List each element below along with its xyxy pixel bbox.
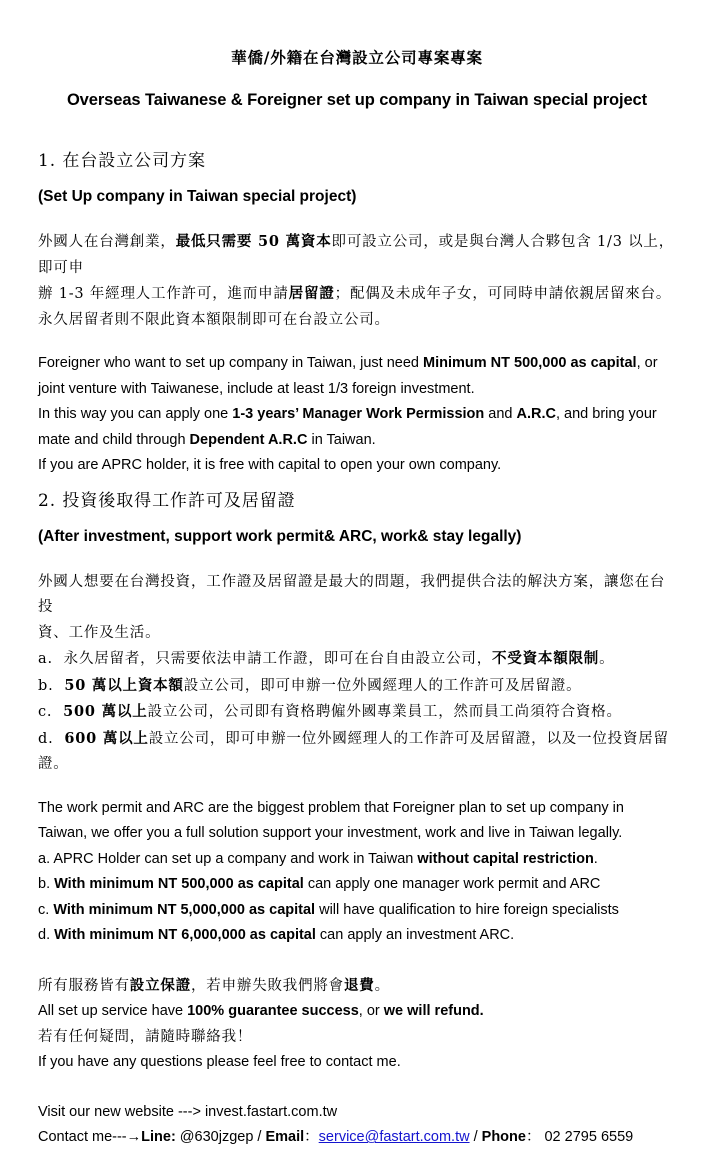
paragraph-line: The work permit and ARC are the biggest problem that Foreigner plan to set up company in bbox=[38, 799, 624, 816]
document-title-english: Overseas Taiwanese & Foreigner set up company in Taiwan special project bbox=[66, 91, 648, 110]
paragraph-line: Foreigner who want to set up company in Taiwan, just need Minimum NT 500,000 as capital, or bbox=[38, 355, 658, 372]
paragraph-line: 辦 1-3 年經理人工作許可，進而申請居留證；配偶及未成年子女，可同時申請依親居留來台。 bbox=[38, 285, 672, 303]
paragraph-line: 永久居留者則不限此資本額限制即可在台設立公司。 bbox=[38, 311, 390, 328]
line-label: Line: bbox=[141, 1129, 176, 1146]
section-2-english-block bbox=[38, 796, 676, 949]
section-1-chinese-paragraph bbox=[38, 229, 676, 333]
guarantee-english-line-1: All set up service have 100% guarantee success, or we will refund. bbox=[38, 1003, 484, 1020]
separator: / bbox=[469, 1129, 482, 1146]
section-2-chinese-list bbox=[38, 646, 676, 778]
contact-details-line bbox=[38, 1125, 676, 1151]
paragraph-line: mate and child through Dependent A.R.C in Taiwan. bbox=[38, 431, 376, 448]
paragraph-line: If you are APRC holder, it is free with capital to open your own company. bbox=[38, 457, 502, 474]
email-link[interactable]: service@fastart.com.tw bbox=[318, 1129, 470, 1146]
guarantee-chinese-line-1: 所有服務皆有設立保證，若申辦失敗我們將會退費。 bbox=[38, 976, 390, 994]
section-1-heading-english: (Set Up company in Taiwan special project) bbox=[38, 187, 357, 205]
contact-prefix: Contact me--- bbox=[38, 1129, 127, 1146]
line-id: @630jzgep / bbox=[175, 1129, 266, 1146]
arrow-right-icon: → bbox=[126, 1129, 142, 1146]
list-item: a. 永久居留者，只需要依法申請工作證，即可在台自由設立公司，不受資本額限制。 bbox=[38, 650, 615, 668]
document-title-chinese: 華僑/外籍在台灣設立公司專案專案 bbox=[231, 48, 483, 67]
paragraph-line: Taiwan, we offer you a full solution support your investment, work and live in Taiwan legally. bbox=[38, 825, 623, 842]
phone-label: Phone bbox=[481, 1129, 526, 1146]
paragraph-line: 外國人在台灣創業，最低只需要 50 萬資本即可設立公司，或是與台灣人合夥包含 1/3 以上，即可申 bbox=[38, 233, 675, 276]
list-item: d. 600 萬以上設立公司，即可申辦一位外國經理人的工作許可及居留證，以及一位投資居留證。 bbox=[38, 729, 669, 773]
guarantee-block bbox=[38, 973, 676, 1076]
website-line bbox=[38, 1100, 676, 1126]
list-item: c. 500 萬以上設立公司，公司即有資格聘僱外國專業員工，然而員工尚須符合資格。 bbox=[38, 703, 622, 721]
list-item: a. APRC Holder can set up a company and work in Taiwan without capital restriction. bbox=[38, 850, 598, 867]
contact-block bbox=[38, 1100, 676, 1151]
website-url: invest.fastart.com.tw bbox=[204, 1103, 338, 1120]
list-item: b. With minimum NT 500,000 as capital can apply one manager work permit and ARC bbox=[38, 876, 601, 893]
paragraph-line: 外國人想要在台灣投資，工作證及居留證是最大的問題，我們提供合法的解決方案，讓您在台投 bbox=[38, 573, 666, 616]
website-label: Visit our new website ---> bbox=[38, 1103, 205, 1120]
paragraph-line: 資、工作及生活。 bbox=[38, 624, 161, 641]
section-2-heading-english: (After investment, support work permit& ARC, work& stay legally) bbox=[38, 527, 522, 545]
list-item: c. With minimum NT 5,000,000 as capital will have qualification to hire foreign specialists bbox=[38, 901, 619, 918]
section-2-chinese-intro bbox=[38, 570, 676, 647]
phone-colon: ： bbox=[525, 1129, 541, 1146]
guarantee-chinese-line-2: 若有任何疑問，請隨時聯絡我！ bbox=[38, 1028, 253, 1045]
section-1-heading-chinese: 1. 在台設立公司方案 bbox=[38, 150, 206, 171]
email-label: Email bbox=[265, 1129, 305, 1146]
email-colon: ： bbox=[304, 1129, 319, 1146]
section-2-heading-chinese: 2. 投資後取得工作許可及居留證 bbox=[38, 490, 296, 511]
phone-number: 02 2795 6559 bbox=[540, 1129, 634, 1146]
list-item: b. 50 萬以上資本額設立公司，即可申辦一位外國經理人的工作許可及居留證。 bbox=[38, 676, 582, 694]
section-1-english-paragraph bbox=[38, 351, 676, 479]
paragraph-line: In this way you can apply one 1-3 years’ Manager Work Permission and A.R.C, and bring your bbox=[38, 406, 657, 423]
list-item: d. With minimum NT 6,000,000 as capital can apply an investment ARC. bbox=[38, 927, 515, 944]
paragraph-line: joint venture with Taiwanese, include at least 1/3 foreign investment. bbox=[38, 380, 475, 397]
guarantee-english-line-2: If you have any questions please feel free to contact me. bbox=[38, 1054, 401, 1071]
